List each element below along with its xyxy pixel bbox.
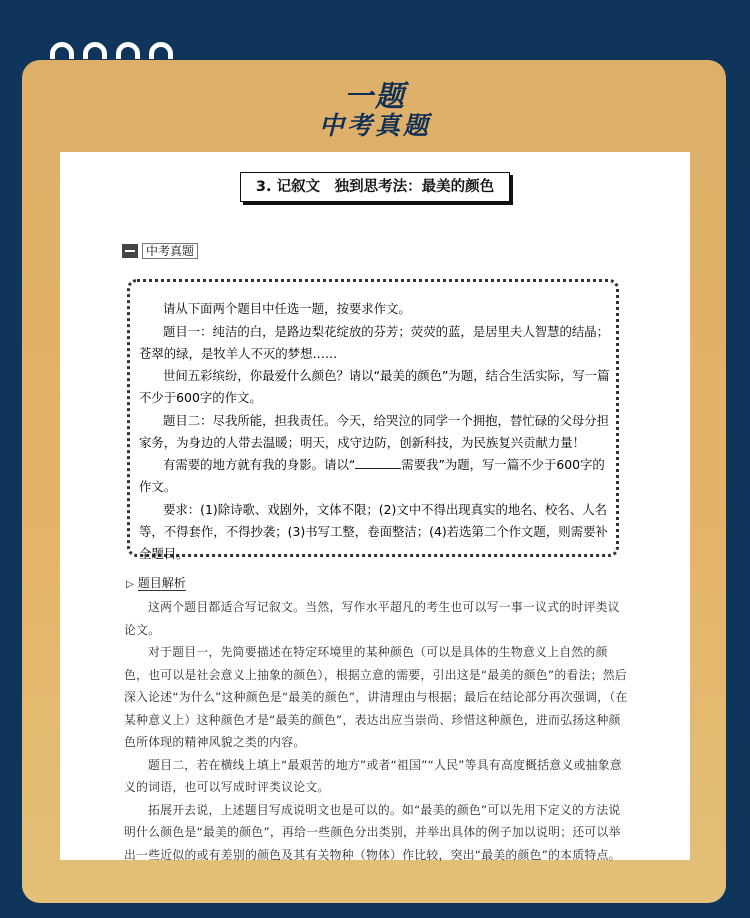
section-marker-icon: [122, 244, 138, 258]
page-title: 一题: [343, 79, 406, 113]
prompt-text-after-blank: 需要我”为题，写一篇不少于600字的作文。: [139, 457, 605, 494]
prompt-paragraph-with-blank: [139, 454, 611, 498]
fill-in-blank: [355, 456, 401, 469]
analysis-paragraph: 对于题目一，先简要描述在特定环境里的某种颜色（可以是具体的生物意义上自然的颜色，也可以是社会意义上抽象的颜色），根据立意的需要，引出这是“最美的颜色”的看法；然后深入论述“为什么”这种颜色是“最美的颜色”，讲清理由与根据；最后在结论部分再次强调，（在某种意义上）这种颜色才是“最美的颜色”，表达出应当崇尚、珍惜这种颜色，进而弘扬这种颜色所体现的精神风貌之类的内容。: [124, 645, 628, 749]
analysis-paragraph: 题目二，若在横线上填上“最艰苦的地方”或者“祖国”“人民”等具有高度概括意义或抽象意义的词语，也可以写成时评类议论文。: [124, 757, 622, 794]
prompt-requirements: 要求：(1)除诗歌、戏剧外，文体不限；(2)文中不得出现真实的地名、校名、人名等，不得套作，不得抄袭；(3)书写工整，卷面整洁；(4)若选第二个作文题，则需要补全题目。: [139, 501, 608, 561]
prompt-paragraph: 请从下面两个题目中任选一题，按要求作文。: [163, 301, 411, 316]
prompt-paragraph: 题目二：尽我所能，担我责任。今天，给哭泣的同学一个拥抱，替忙碌的父母分担家务，为身边的人带去温暖；明天，戍守边防，创新科技，为民族复兴贡献力量！: [139, 412, 610, 450]
page-subtitle: 中考真题: [318, 111, 431, 140]
analysis-label-text: 题目解析: [137, 576, 186, 590]
analysis-paragraph: 这两个题目都适合写记叙文。当然，写作水平超凡的考生也可以写一事一议式的时评类议论文。: [124, 600, 620, 637]
prompt-paragraph: 世间五彩缤纷，你最爱什么颜色？请以“最美的颜色”为题，结合生活实际，写一篇不少于600字的作文。: [139, 368, 610, 405]
document-title: 3. 记叙文 独到思考法：最美的颜色: [240, 172, 510, 202]
analysis-label: [126, 574, 186, 591]
section-label-text: 中考真题: [142, 243, 198, 259]
triangle-icon: ▷: [126, 579, 134, 590]
analysis-paragraph: 拓展开去说，上述题目写成说明文也是可以的。如“最美的颜色”可以先用下定义的方法说明什么颜色是“最美的颜色”，再给一些颜色分出类别，并举出具体的例子加以说明；还可以举出一些近似的或有差别的颜色及其有关物种（物体）作比较，突出“最美的颜色”的本质特点。: [124, 802, 621, 862]
prompt-box: [139, 298, 611, 565]
section-label: [122, 243, 198, 259]
prompt-text-before-blank: 有需要的地方就有我的身影。请以“: [163, 457, 356, 472]
analysis-body: [124, 596, 628, 866]
prompt-paragraph: 题目一：纯洁的白，是路边梨花绽放的芬芳；荧荧的蓝，是居里夫人智慧的结晶；苍翠的绿，是牧羊人不灭的梦想……: [139, 323, 610, 361]
